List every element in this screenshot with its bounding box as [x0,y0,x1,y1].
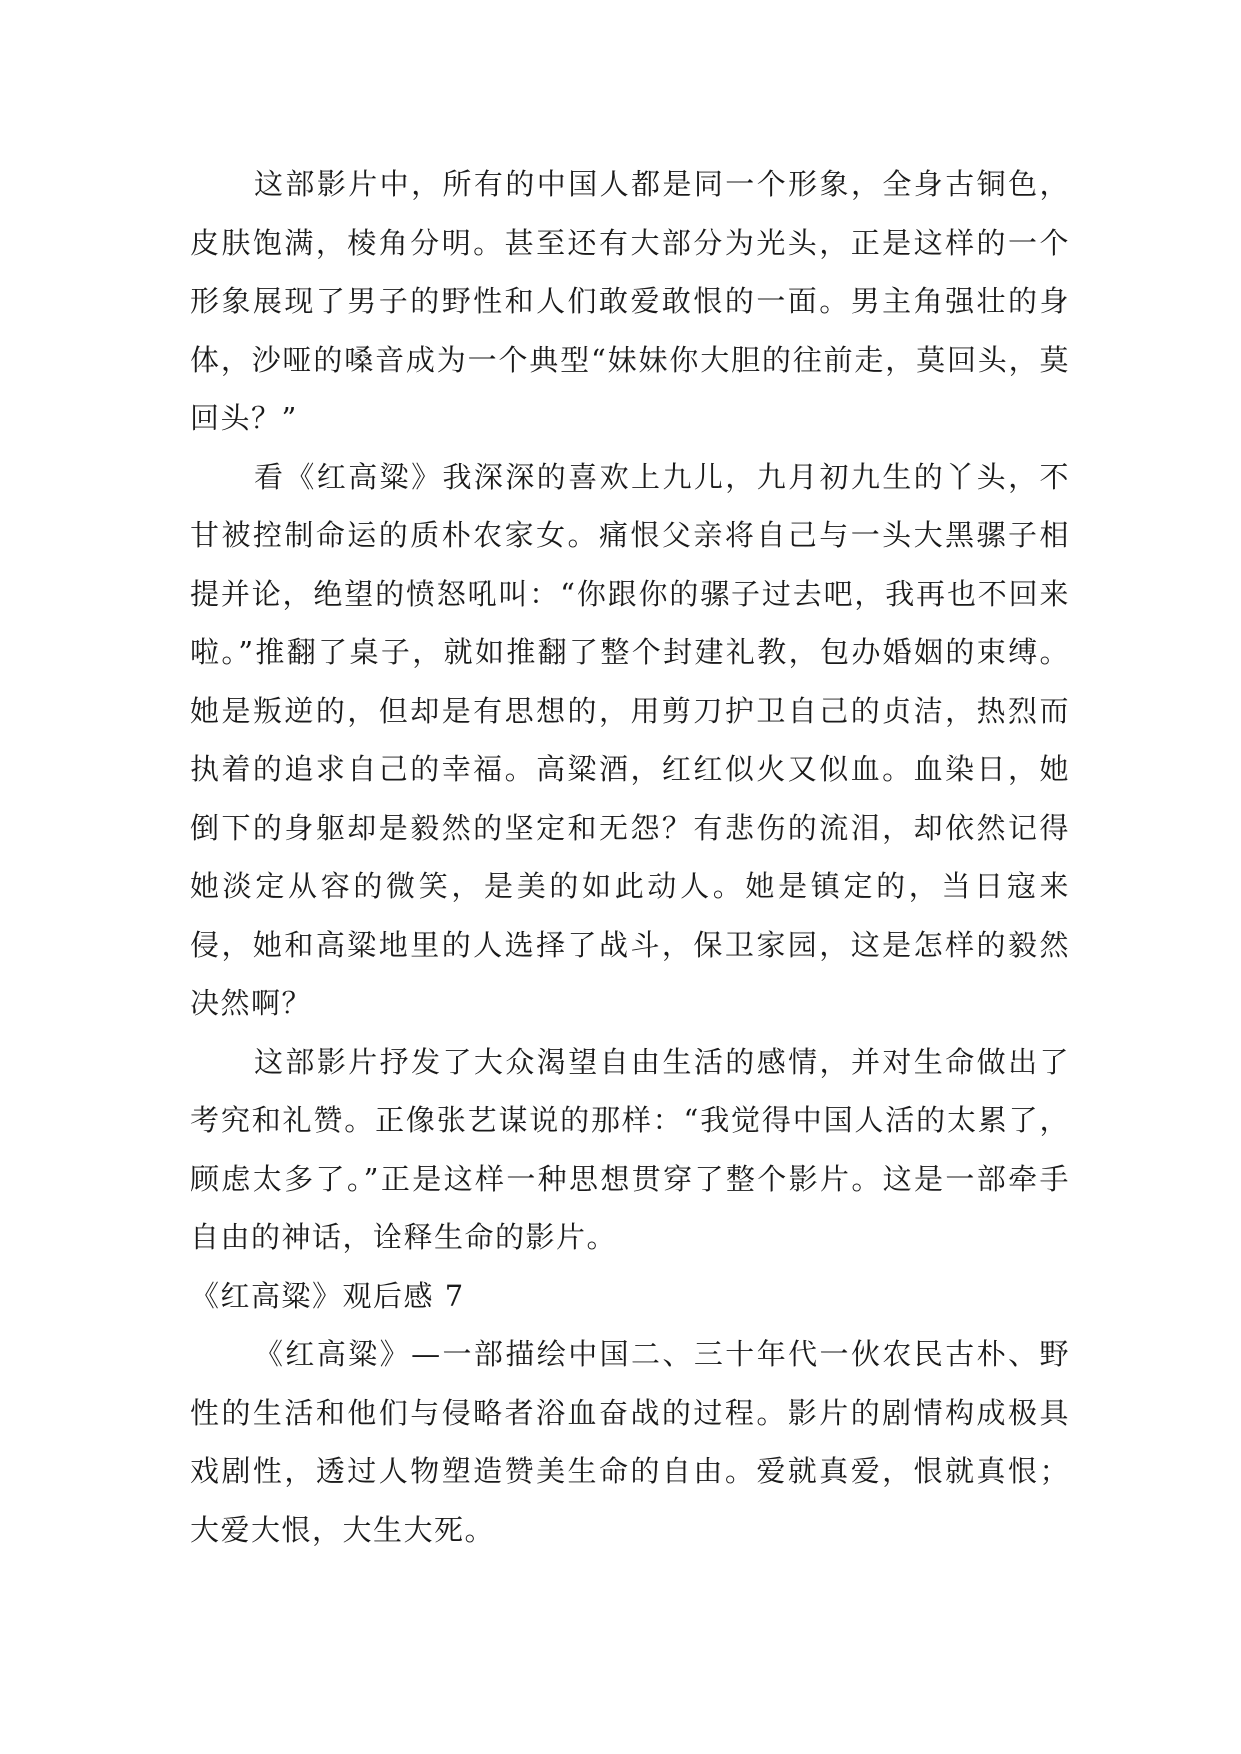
paragraph: 这部影片中，所有的中国人都是同一个形象，全身古铜色，皮肤饱满，棱角分明。甚至还有大部分为光头，正是这样的一个形象展现了男子的野性和人们敢爱敢恨的一面。男主角强壮的身体，沙哑的嗓音成为一个典型“妹妹你大胆的往前走，莫回头，莫回头？” [190,167,1070,435]
paragraph: 看《红高粱》我深深的喜欢上九儿，九月初九生的丫头，不甘被控制命运的质朴农家女。痛恨父亲将自己与一头大黑骡子相提并论，绝望的愤怒吼叫：“你跟你的骡子过去吧，我再也不回来啦。”推翻了桌子，就如推翻了整个封建礼教，包办婚姻的束缚。她是叛逆的，但却是有思想的，用剪刀护卫自己的贞洁，热烈而执着的追求自己的幸福。高粱酒，红红似火又似血。血染日，她倒下的身躯却是毅然的坚定和无怨？有悲伤的流泪，却依然记得她淡定从容的微笑，是美的如此动人。她是镇定的，当日寇来侵，她和高粱地里的人选择了战斗，保卫家园，这是怎样的毅然决然啊？ [190,459,1070,1020]
paragraph: 这部影片抒发了大众渴望自由生活的感情，并对生命做出了考究和礼赞。正像张艺谋说的那样：“我觉得中国人活的太累了，顾虑太多了。”正是这样一种思想贯穿了整个影片。这是一部牵手自由的神话，诠释生命的影片。 [190,1044,1070,1254]
paragraph: 《红高粱》—一部描绘中国二、三十年代一伙农民古朴、野性的生活和他们与侵略者浴血奋战的过程。影片的剧情构成极具戏剧性，透过人物塑造赞美生命的自由。爱就真爱，恨就真恨；大爱大恨，大生大死。 [190,1337,1070,1547]
section-title: 《红高粱》观后感 7 [190,1278,465,1313]
document-body [190,155,1070,1559]
